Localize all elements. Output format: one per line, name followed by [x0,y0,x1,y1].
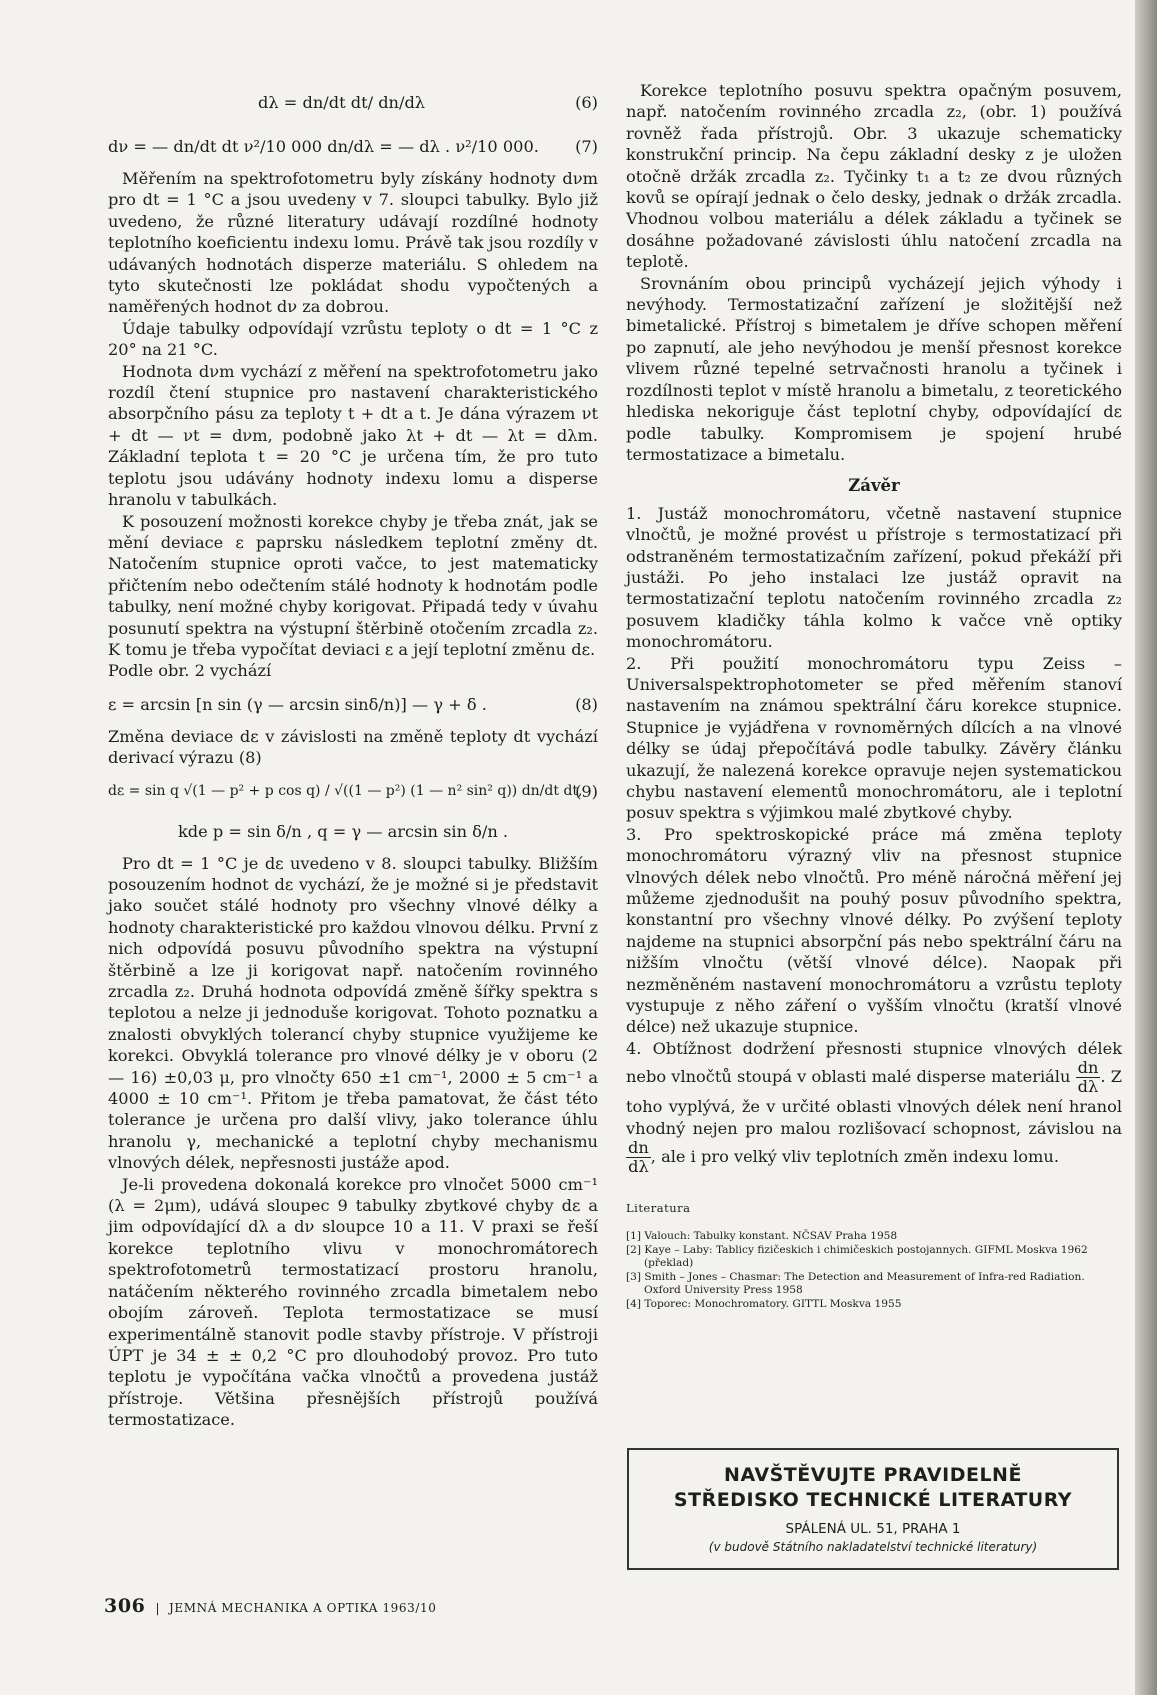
fraction-denominator: dλ [628,1157,649,1177]
right-column [626,80,1122,1312]
fraction [626,1139,651,1176]
conclusion-item-part: 4. Obtížnost dodržení přesnosti stupnice vlnových délek nebo vlnočtů stoupá v oblasti malé disperse materiálu [626,1038,1122,1087]
equation-9-text: dε = sin q √(1 — p² + p cos q) / √((1 — p²) (1 — n² sin² q)) dn/dt dt, [108,782,583,799]
left-column [108,80,598,1431]
equation-7-text: dν = — dn/dt dt ν²/10 000 dn/dλ = — dλ . ν²/10 000. [108,137,539,156]
conclusion-item-part: , ale i pro velký vliv teplotních změn indexu lomu. [650,1147,1059,1167]
ad-line-1: NAVŠTĚVUJTE PRAVIDELNĚ [724,1464,1022,1486]
paragraph: Pro dt = 1 °C je dε uvedeno v 8. sloupci tabulky. Bližším posouzením hodnot dε vychází, že je možné si je představit jako součet stálé hodnoty pro všechny vlnové délky a hodnoty charakteristické pro každou vlnovou délku. První z nich odpovídá posuvu původního spektra na výstupní štěrbině a lze ji korigovat např. natočením rovinného zrcadla z₂. Druhá hodnota odpovídá změně šířky spektra s teplotou a nelze ji jednoduše korigovat. Tohoto poznatku a znalosti obvyklých tolerancí chyby stupnice využijeme ke korekci. Obvyklá tolerance pro vlnové délky je v oboru (2 — 16) ±0,03 μ, pro vlnočty 650 ±1 cm⁻¹, 2000 ± 5 cm⁻¹ a 4000 ± 10 cm⁻¹. Přitom je třeba pamatovat, že část této tolerance je určena pro další vlivy, jako tolerance úhlu hranolu γ, mechanické a teplotní chyby mechanismu vlnových délek, nepřesnosti justáže apod. [108,853,598,1173]
advertisement-box [627,1448,1119,1570]
fraction [1076,1059,1101,1096]
page-edge-shadow [1135,0,1157,1695]
reference-item: [1] Valouch: Tabulky konstant. NČSAV Praha 1958 [626,1229,898,1242]
paragraph: K posouzení možnosti korekce chyby je třeba znát, jak se mění deviace ε paprsku následkem teplotní změny dt. Natočením stupnice oproti vačce, to jest matematicky přičtením nebo odečtením stálé hodnoty k hodnotám podle tabulky, není možné chyby korigovat. Připadá tedy v úvahu posunutí spektra na výstupní štěrbině otočením zrcadla z₂. K tomu je třeba vypočítat deviaci ε a její teplotní změnu dε. [108,511,598,659]
references-heading: Literatura [626,1201,691,1216]
paragraph: Srovnáním obou principů vycházejí jejich výhody i nevýhody. Termostatizační zařízení je složitější než bimetalické. Přístroj s bimetalem je dříve schopen měření po zapnutí, ale jeho nevýhodou je menší přesnost korekce vlivem různé tepelné setrvačnosti hranolu a tyčinek i rozdílnosti teplot v místě hranolu a bimetalu, z teoretického hlediska nekoriguje část teplotní chyby, odpovídající dε podle tabulky. Kompromisem je spojení hrubé termostatizace a bimetalu. [626,273,1122,464]
references-list [626,1230,1122,1311]
fraction-numerator: dn [1077,1058,1099,1078]
ad-line-2: STŘEDISKO TECHNICKÉ LITERATURY [673,1489,1073,1511]
paragraph: Podle obr. 2 vychází [108,661,272,681]
conclusion-item: 3. Pro spektroskopické práce má změna teploty monochromátoru výrazný vliv na přesnost stupnice vlnových délek nebo vlnočtů. Pro méně náročná měření jej můžeme zjednodušit na pouhý posuv původního spektra, konstantní pro všechny vlnové délky. Po zvýšení teploty najdeme na stupnici absorpční pás nebo spektrální čáru na nižším vlnočtu (větší vlnové délce). Naopak při nezměněném nastavení monochromátoru a vzrůstu teploty vystupuje z něho záření o vyšším vlnočtu (kratší vlnové délce) než ukazuje stupnice. [626,824,1122,1037]
ad-address: SPÁLENÁ UL. 51, PRAHA 1 [785,1521,961,1537]
paragraph: Je-li provedena dokonalá korekce pro vlnočet 5000 cm⁻¹ (λ = 2μm), udává sloupec 9 tabulky zbytkové chyby dε a jim odpovídající dλ a dν sloupce 10 a 11. V praxi se řeší korekce teplotního vlivu v monochromátorech spektrofotometrů termostatizací prostoru hranolu, natáčením některého rovinného zrcadla bimetalem nebo obojím zároveň. Teplota termostatizace se musí experimentálně stanovit podle stavby přístroje. V přístroji ÚPT je 34 ± ± 0,2 °C pro dlouhodobý provoz. Pro tuto teplotu je vypočítána vačka vlnočtů a provedena justáž přístroje. Většina přesnějších přístrojů používá termostatizace. [108,1174,598,1430]
page-number: 306 [104,1595,146,1617]
conclusion-item [626,1038,1122,1176]
reference-item: [4] Toporec: Monochromatory. GITTL Moskva 1955 [626,1297,902,1310]
equation-9-number: (9) [575,781,598,801]
equation-6-text: dλ = dn/dt dt/ dn/dλ [258,93,426,112]
paragraph: Hodnota dνm vychází z měření na spektrofotometru jako rozdíl čtení stupnice pro nastavení charakteristického absorpčního pásu za teploty t + dt a t. Je dána výrazem νt + dt — νt = dνm, podobně jako λt + dt — λt = dλm. Základní teplota t = 20 °C je určena tím, že pro tuto teplotu jsou udávány hodnoty indexu lomu a disperse hranolu v tabulkách. [108,361,598,510]
equation-8-text: ε = arcsin [n sin (γ — arcsin sinδ/n)] — γ + δ . [108,694,487,714]
reference-item: [3] Smith – Jones – Chasmar: The Detection and Measurement of Infra-red Radiation. Oxford University Press 1958 [626,1270,1085,1296]
conclusion-item-part: . Z toho vyplývá, že v určité oblasti vlnových délek není hranol vhodný nejen pro malou rozlišovací schopnost, závislou na [626,1067,1122,1138]
equation-9-definitions-text: kde p = sin δ/n , q = γ — arcsin sin δ/n . [178,821,509,841]
equation-8-number: (8) [575,694,598,714]
paragraph: Změna deviace dε v závislosti na změně teploty dt vychází derivací výrazu (8) [108,726,598,768]
fraction-numerator: dn [628,1138,649,1158]
conclusion-item: 1. Justáž monochromátoru, včetně nastavení stupnice vlnočtů, je možné provést u přístroje s termostatizací při odstraněném termostatizačním zařízení, pokud překáží při justáži. Po jeho instalaci lze justáž opravit na termostatizační teplotu natočením rovinného zrcadla z₂ posuvem kladičky táhla kolmo k vačce vně optiky monochromátoru. [626,503,1122,652]
equation-6-number: (6) [575,93,598,112]
page-footer: 306 | JEMNÁ MECHANIKA A OPTIKA 1963/10 [104,1595,437,1617]
equation-9 [108,769,598,813]
paragraph: Údaje tabulky odpovídají vzrůstu teploty o dt = 1 °C z 20° na 21 °C. [108,318,598,360]
reference-item: [2] Kaye – Laby: Tablicy fizičeskich i chimičeskich postojannych. GIFML Moskva 1962 (překlad) [626,1243,1088,1269]
journal-name: JEMNÁ MECHANIKA A OPTIKA 1963/10 [168,1601,437,1615]
equation-7 [108,124,598,168]
fraction-denominator: dλ [1077,1077,1099,1097]
equation-9-definitions [108,813,598,853]
equation-6 [108,80,598,124]
paragraph: Korekce teplotního posuvu spektra opačným posuvem, např. natočením rovinného zrcadla z₂, (obr. 1) používá rovněž řada přístrojů. Obr. 3 ukazuje schematicky konstrukční princip. Na čepu základní desky z je uložen otočně držák zrcadla z₂. Tyčinky t₁ a t₂ ze dvou různých kovů se opírají jednak o čelo desky, jednak o držák zrcadla. Vhodnou volbou materiálu a délek základu a tyčinek se dosáhne požadované závislosti úhlu natočení zrcadla na teplotě. [626,81,1122,272]
paragraph: Měřením na spektrofotometru byly získány hodnoty dνm pro dt = 1 °C a jsou uvedeny v 7. sloupci tabulky. Bylo již uvedeno, že různé literatury udávají rozdílné hodnoty teplotního koeficientu indexu lomu. Právě tak jsou rozdíly v udávaných hodnotách disperze materiálu. S ohledem na tyto skutečnosti lze pokládat shodu vypočtených a naměřených hodnot dν za dobrou. [108,169,598,317]
equation-8 [108,682,598,726]
equation-7-number: (7) [575,137,598,156]
ad-note: (v budově Státního nakladatelství technické literatury) [708,1540,1038,1554]
section-heading: Závěr [848,476,900,496]
conclusion-item: 2. Při použití monochromátoru typu Zeiss – Universalspektrophotometer se před měřením stanoví nastavením na známou spektrální čáru korekce stupnice. Stupnice je vyjádřena v rovnoměrných dílcích a na vlnové délky se údaj přepočítává podle tabulky. Závěry článku ukazují, že nalezená korekce opravuje nejen systematickou chybu nastavení elementů monochromátoru, ale i teplotní posuv spektra s výjimkou malé zbytkové chyby. [626,653,1122,823]
